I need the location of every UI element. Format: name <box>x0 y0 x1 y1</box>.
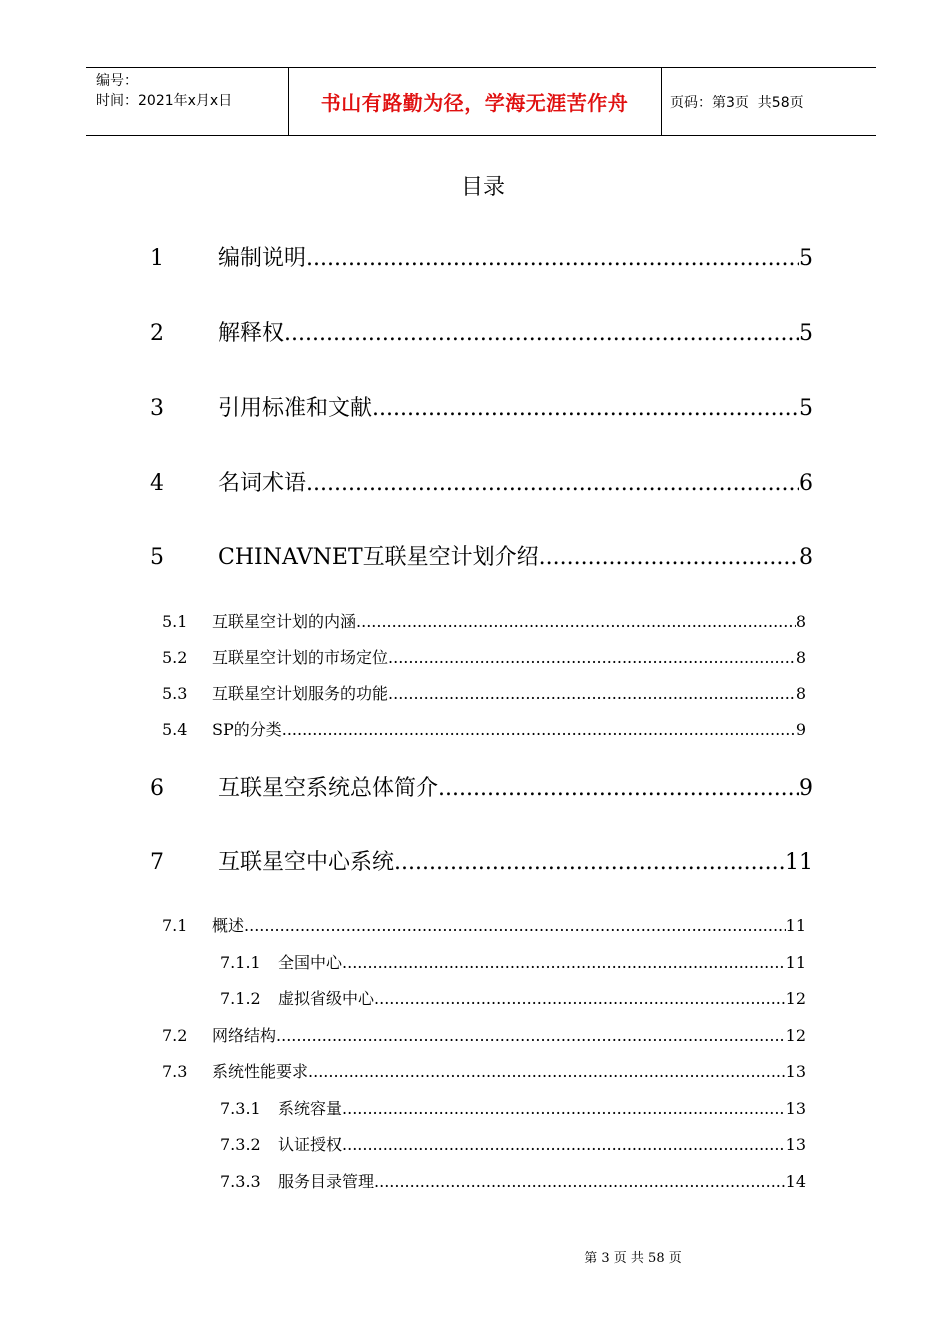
toc-entry[interactable] <box>150 316 813 350</box>
toc-number: 7.3.2 <box>220 1135 261 1154</box>
number-label: 编号： <box>96 73 138 89</box>
toc-number: 7.3 <box>162 1062 188 1081</box>
toc-page: 11 <box>785 953 806 972</box>
toc-number: 5.2 <box>162 648 188 667</box>
toc-text: 解释权 <box>218 321 285 346</box>
toc-page: 5 <box>799 321 813 346</box>
toc-text: 引用标准和文献 <box>218 396 373 421</box>
header-motto: 书山有路勤为径，学海无涯苦作舟 <box>320 91 629 115</box>
toc-entry[interactable] <box>162 609 806 633</box>
toc-entry[interactable] <box>162 1023 806 1047</box>
toc-entry[interactable] <box>220 1169 806 1193</box>
toc-text: 互联星空系统总体简介 <box>218 776 439 801</box>
toc-leader <box>394 850 785 875</box>
toc-title: 目录 <box>460 175 505 200</box>
toc-entry[interactable] <box>220 986 806 1010</box>
toc-leader <box>388 648 796 667</box>
toc-entry[interactable] <box>150 540 813 574</box>
toc-leader <box>372 396 799 421</box>
toc-leader <box>306 471 799 496</box>
toc-text: 服务目录管理 <box>278 1172 375 1191</box>
toc-number: 7.3.3 <box>220 1172 261 1191</box>
toc-text: 虚拟省级中心 <box>278 989 375 1008</box>
toc-text: 系统容量 <box>278 1099 343 1118</box>
toc-leader <box>306 246 799 271</box>
toc-leader <box>244 916 786 935</box>
toc-entry[interactable] <box>150 466 813 500</box>
toc-number: 1 <box>150 246 164 271</box>
header-page-info: 页码：第3页 共58页 <box>670 94 804 111</box>
toc-number: 7.1 <box>162 916 188 935</box>
toc-leader <box>539 545 799 570</box>
toc-leader <box>374 989 786 1008</box>
toc-page: 12 <box>785 1026 806 1045</box>
toc-leader <box>308 1062 786 1081</box>
toc-leader <box>282 720 796 739</box>
toc-entry[interactable] <box>220 1096 806 1120</box>
toc-entry[interactable] <box>220 950 806 974</box>
toc-leader <box>276 1026 786 1045</box>
toc-number: 7.1.2 <box>220 989 261 1008</box>
toc-text: 互联星空计划的内涵 <box>212 612 357 631</box>
toc-text: CHINAVNET互联星空计划介绍 <box>218 545 539 570</box>
toc-page: 13 <box>785 1135 806 1154</box>
toc-page: 8 <box>795 612 806 631</box>
toc-page: 11 <box>785 916 806 935</box>
toc-number: 4 <box>150 471 164 496</box>
toc-text: SP的分类 <box>212 720 282 739</box>
toc-page: 9 <box>799 776 813 801</box>
time-label: 时间：2021年x月x日 <box>96 93 233 109</box>
toc-entry[interactable] <box>162 681 806 705</box>
toc-text: 互联星空计划的市场定位 <box>212 648 389 667</box>
toc-text: 认证授权 <box>278 1135 343 1154</box>
toc-number: 5.3 <box>162 684 188 703</box>
toc-page: 6 <box>799 471 813 496</box>
toc-page: 5 <box>799 246 813 271</box>
toc-leader <box>356 612 796 631</box>
toc-number: 5.1 <box>162 612 188 631</box>
toc-page: 5 <box>799 396 813 421</box>
toc-leader <box>342 1099 786 1118</box>
page-footer: 第 3 页 共 58 页 <box>584 1251 682 1266</box>
toc-leader <box>438 776 799 801</box>
toc-leader <box>342 1135 786 1154</box>
toc-page: 13 <box>785 1099 806 1118</box>
toc-page: 8 <box>799 545 813 570</box>
toc-text: 系统性能要求 <box>212 1062 309 1081</box>
toc-leader <box>342 953 786 972</box>
toc-entry[interactable] <box>220 1132 806 1156</box>
toc-entry[interactable] <box>150 391 813 425</box>
toc-page: 13 <box>785 1062 806 1081</box>
toc-number: 3 <box>150 396 164 421</box>
toc-number: 7.1.1 <box>220 953 261 972</box>
toc-leader <box>284 321 799 346</box>
toc-text: 网络结构 <box>212 1026 277 1045</box>
toc-number: 7 <box>150 850 164 875</box>
toc-page: 9 <box>795 720 806 739</box>
toc-number: 7.2 <box>162 1026 188 1045</box>
toc-text: 编制说明 <box>218 246 307 271</box>
toc-text: 概述 <box>212 916 245 935</box>
toc-text: 全国中心 <box>278 953 343 972</box>
toc-entry[interactable] <box>150 845 813 879</box>
page-header <box>86 67 876 136</box>
toc-entry[interactable] <box>162 717 806 741</box>
toc-entry[interactable] <box>162 1059 806 1083</box>
toc-entry[interactable] <box>162 913 806 937</box>
toc-text: 互联星空中心系统 <box>218 850 395 875</box>
toc-leader <box>388 684 796 703</box>
header-divider <box>661 68 662 135</box>
toc-leader <box>374 1172 786 1191</box>
toc-page: 11 <box>785 850 813 875</box>
header-meta <box>96 71 286 111</box>
toc-entry[interactable] <box>150 241 813 275</box>
toc-number: 5 <box>150 545 164 570</box>
toc-entry[interactable] <box>162 645 806 669</box>
toc-number: 6 <box>150 776 164 801</box>
toc-number: 5.4 <box>162 720 188 739</box>
toc-entry[interactable] <box>150 771 813 805</box>
toc-number: 7.3.1 <box>220 1099 261 1118</box>
toc-page: 12 <box>785 989 806 1008</box>
toc-page: 8 <box>795 648 806 667</box>
toc-text: 互联星空计划服务的功能 <box>212 684 389 703</box>
toc-text: 名词术语 <box>218 471 307 496</box>
toc-number: 2 <box>150 321 164 346</box>
toc-page: 14 <box>785 1172 806 1191</box>
toc-page: 8 <box>795 684 806 703</box>
